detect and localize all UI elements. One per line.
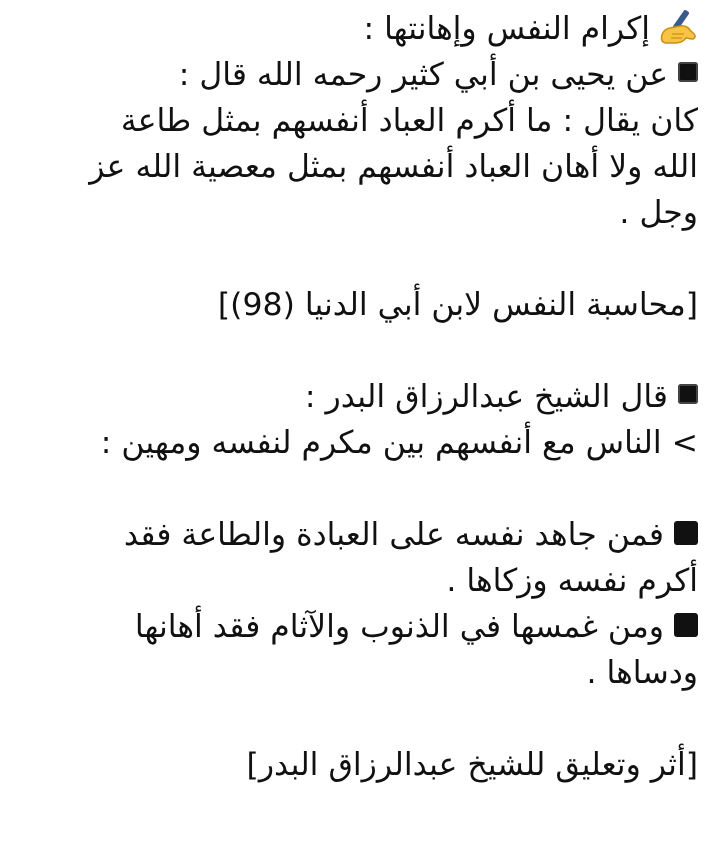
black-square-icon: [678, 62, 698, 82]
sheikh-intro: قال الشيخ عبدالرزاق البدر :: [304, 379, 668, 415]
black-square-icon: [674, 521, 698, 545]
spacer: [16, 328, 698, 374]
sheikh-intro-line: [16, 374, 698, 420]
point-1-line: [16, 512, 698, 558]
spacer: [16, 696, 698, 742]
source-citation: [محاسبة النفس لابن أبي الدنيا (98)]: [217, 287, 698, 323]
spacer: [16, 236, 698, 282]
point-1-text: فمن جاهد نفسه على العبادة والطاعة فقد: [123, 517, 664, 553]
point-1-continuation: أكرم نفسه وزكاها .: [446, 563, 698, 599]
source-citation: [أثر وتعليق للشيخ عبدالرزاق البدر]: [246, 747, 698, 783]
point-2-line: [16, 604, 698, 650]
title-line: [16, 6, 698, 52]
quote-line: الله ولا أهان العباد أنفسهم بمثل معصية الله عز: [89, 149, 698, 185]
black-square-icon: [678, 384, 698, 404]
statement-line: > الناس مع أنفسهم بين مكرم لنفسه ومهين :: [100, 425, 698, 461]
point-2-continuation: ودساها .: [586, 655, 698, 691]
quote-line: كان يقال : ما أكرم العباد أنفسهم بمثل طاعة: [120, 103, 698, 139]
black-square-icon: [674, 613, 698, 637]
point-2-text: ومن غمسها في الذنوب والآثام فقد أهانها: [134, 609, 664, 645]
post-title: إكرام النفس وإهانتها :: [363, 11, 650, 47]
writing-hand-icon: [658, 7, 698, 45]
narration-intro: عن يحيى بن أبي كثير رحمه الله قال :: [178, 57, 668, 93]
spacer: [16, 466, 698, 512]
narration-intro-line: [16, 52, 698, 98]
quote-line: وجل .: [619, 195, 698, 231]
